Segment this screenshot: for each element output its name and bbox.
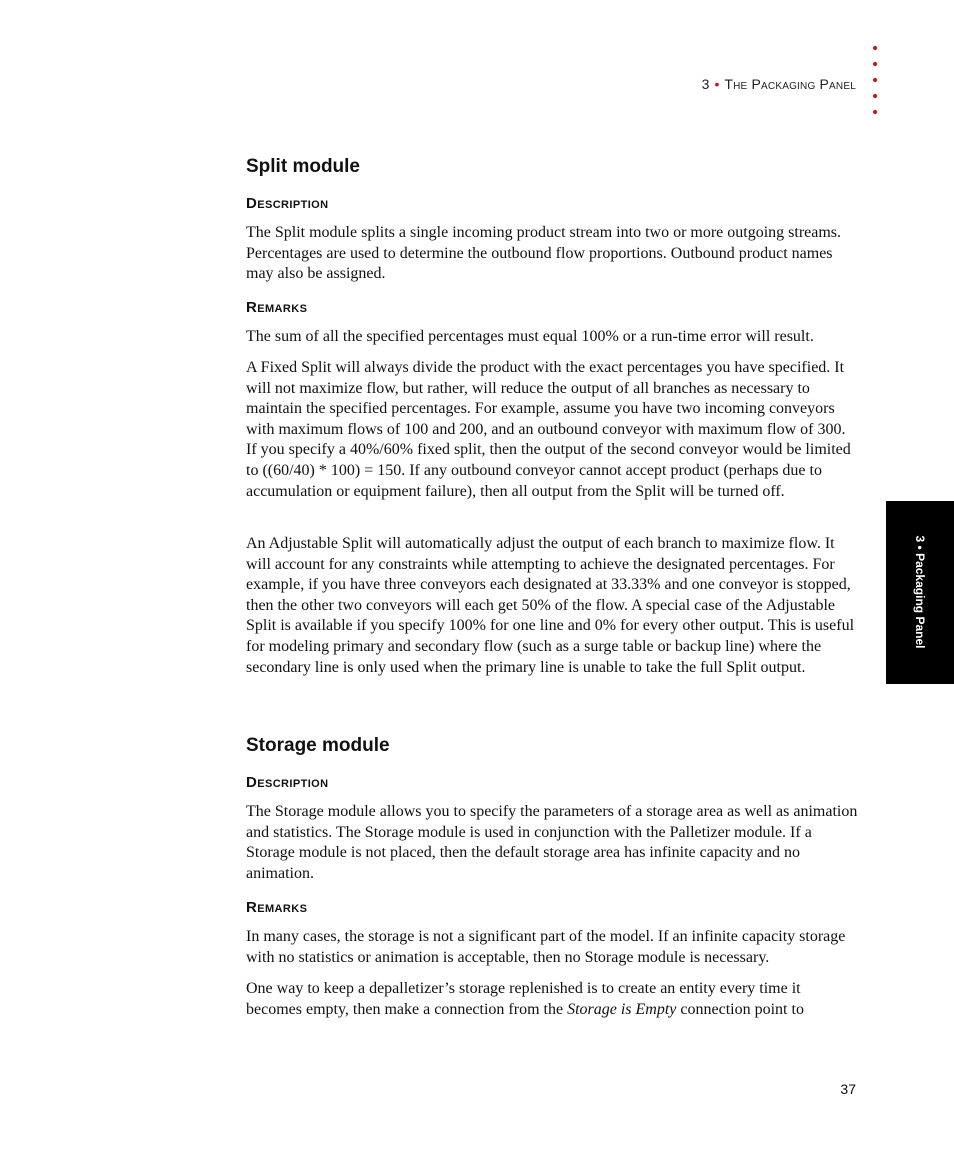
chapter-side-tab (886, 501, 954, 684)
storage-remarks-text-end: connection point to (676, 1000, 804, 1018)
header-bullet: • (714, 76, 720, 92)
chapter-title: The Packaging Panel (724, 76, 856, 92)
split-description-text: The Split module splits a single incoming product stream into two or more outgoing streams. Percentages are used to determine the outbound flow proportions. Outbound product names may also be assigned. (246, 224, 842, 283)
split-remarks-heading: Remarks (246, 299, 308, 316)
storage-is-empty-term: Storage is Empty (567, 1000, 677, 1018)
dot-icon (873, 46, 877, 50)
page-number: 37 (840, 1081, 856, 1097)
running-header (702, 76, 856, 92)
dot-icon (873, 78, 877, 82)
storage-remarks-paragraph-1: In many cases, the storage is not a significant part of the model. If an infinite capacity storage with no statistics or animation is acceptable, then no Storage module is necessary. (246, 928, 846, 966)
storage-description-heading: Description (246, 774, 329, 791)
dot-icon (873, 62, 877, 66)
split-description-heading: Description (246, 195, 329, 212)
decorative-dots (873, 46, 881, 126)
split-module-heading: Split module (246, 156, 360, 177)
storage-description-text: The Storage module allows you to specify the parameters of a storage area as well as animation and statistics. The Storage module is used in conjunction with the Palletizer module. If a Storage module is not placed, then the default storage area has infinite capacity and no animation. (246, 803, 858, 882)
dot-icon (873, 94, 877, 98)
storage-remarks-paragraph-2 (246, 979, 858, 1020)
storage-remarks-text-start: One way to keep a depalletizer’s storage replenished is to create an entity every time it becomes empty, then make a connection from the (246, 980, 801, 1018)
chapter-number: 3 (701, 76, 710, 92)
split-remarks-paragraph-1: The sum of all the specified percentages must equal 100% or a run-time error will result. (246, 328, 814, 345)
storage-module-heading: Storage module (246, 735, 390, 756)
split-remarks-paragraph-3: An Adjustable Split will automatically adjust the output of each branch to maximize flow. It will account for any constraints while attempting to achieve the designated percentages. For example, if you have three conveyors each designated at 33.33% and one conveyor is stopped, then the other two conveyors will each get 50% of the flow. A special case of the Adjustable Split is available if you specify 100% for one line and 0% for every other output. This is useful for modeling primary and secondary flow (such as a surge table or backup line) where the secondary line is only used when the primary line is unable to take the full Split output. (246, 535, 855, 676)
dot-icon (873, 110, 877, 114)
split-remarks-paragraph-2: A Fixed Split will always divide the product with the exact percentages you have specified. It will not maximize flow, but rather, will reduce the output of all branches as necessary to maintain the specified percentages. For example, assume you have two incoming conveyors with maximum flows of 100 and 200, and an outbound conveyor with maximum flow of 300. If you specify a 40%/60% fixed split, then the output of the second conveyor would be limited to ((60/40) * 100) = 150. If any outbound conveyor cannot accept product (perhaps due to accumulation or equipment failure), then all output from the Split will be turned off. (246, 359, 851, 500)
storage-remarks-heading: Remarks (246, 899, 308, 916)
side-tab-label: 3 • Packaging Panel (913, 535, 927, 649)
